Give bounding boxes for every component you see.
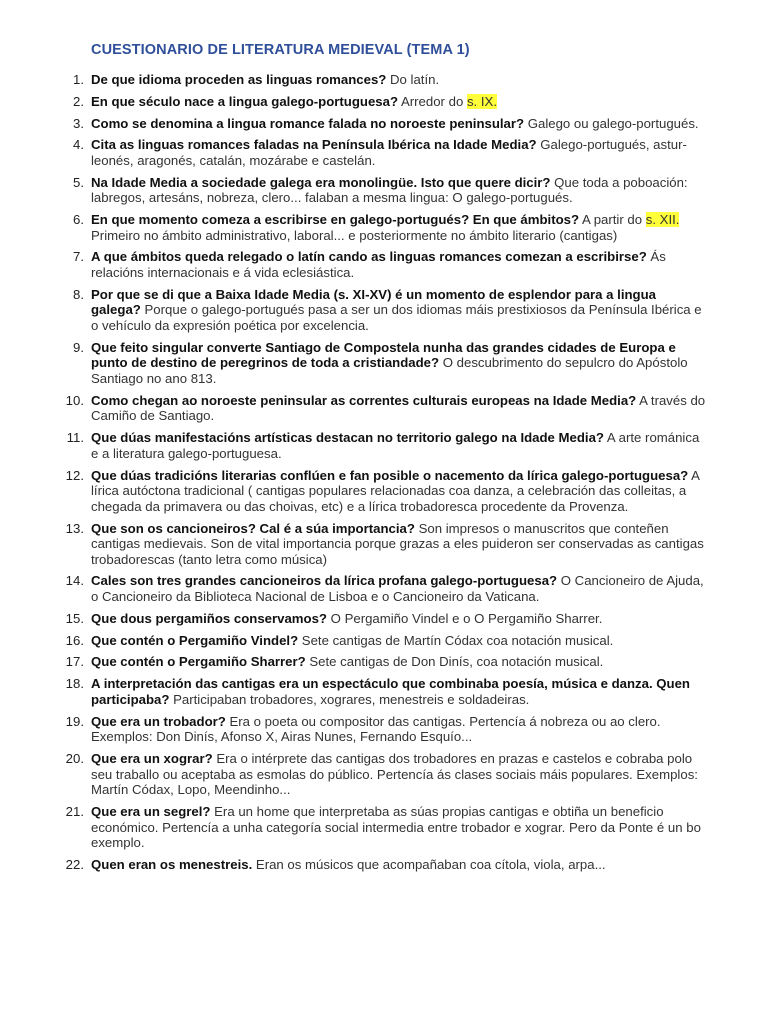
question-text: Por que se di que a Baixa Idade Media (s. XI-XV) é un momento de esplendor para a lingua galega? (91, 286, 656, 318)
question-text: Que contén o Pergamiño Vindel? (91, 632, 299, 648)
item-number: 9. (73, 339, 84, 355)
question-text: De que idioma proceden as linguas romances? (91, 72, 387, 87)
question-text: Que son os cancioneiros? Cal é a súa importancia? (91, 520, 415, 536)
item-number: 11. (66, 430, 84, 446)
answer-text: Galego-portugués, astur-leonés, aragonés, catalán, mozárabe e castelán. (91, 137, 687, 168)
list-item (0, 340, 768, 387)
question-text: Que dúas tradicións literarias conflúen e fan posible o nacemento da lírica galego-portuguesa? (91, 467, 689, 483)
list-item (0, 72, 768, 88)
item-number: 10. (65, 392, 84, 408)
item-number: 7. (73, 249, 84, 265)
item-number: 4. (73, 137, 84, 153)
list-item (0, 175, 768, 206)
answer-text: O Cancioneiro de Ajuda, o Cancioneiro da Biblioteca Nacional de Lisboa e o Cancioneiro da Vaticana. (91, 573, 704, 605)
list-item (0, 249, 768, 280)
list-item (0, 676, 768, 707)
question-text: Que era un trobador? (91, 713, 226, 729)
answer-text: A lírica autóctona tradicional ( cantigas populares relacionadas coa danza, a celebración das colleitas, a chegada da primavera ou das choivas, etc) e a lírica trobadoresca procedente da Provenza. (91, 467, 700, 514)
item-number: 13. (65, 520, 84, 536)
item-number: 21. (65, 803, 84, 819)
list-item (0, 94, 768, 110)
question-text: Que era un xograr? (91, 750, 213, 766)
list-item (0, 804, 768, 851)
item-number: 1. (73, 72, 84, 87)
question-text: Que contén o Pergamiño Sharrer? (91, 654, 306, 670)
item-number: 14. (65, 573, 84, 589)
item-number: 5. (73, 174, 84, 190)
answer-text: Era o intérprete das cantigas dos trobadores en prazas e castelos e cobraba polo seu traballo ou aceptaba as esmolas do público. Pertencía ás clases sociais máis populares. Exemplos: Martín Códax, Lopo, Meendinho... (91, 750, 698, 798)
answer-text: A partir do (579, 212, 646, 228)
answer-text: Arredor do (398, 93, 467, 109)
answer-text: Galego ou galego-portugués. (524, 115, 699, 131)
question-text: En que momento comeza a escribirse en galego-portugués? En que ámbitos? (91, 212, 580, 228)
question-text: Que dúas manifestacións artísticas destacan no territorio galego na Idade Media? (91, 430, 604, 446)
answer-text: Do latín. (386, 72, 440, 87)
list-item (0, 633, 768, 649)
item-number: 12. (65, 467, 84, 483)
list-item (0, 287, 768, 334)
item-number: 8. (73, 286, 84, 302)
answer-text: Sete cantigas de Martín Códax coa notación musical. (298, 632, 614, 648)
item-number: 16. (65, 632, 84, 648)
answer-text: Que toda a poboación: labregos, artesáns, nobreza, clero... falaban a mesma lingua: O galego-portugués. (91, 174, 688, 206)
question-text: Como se denomina a lingua romance falada no noroeste peninsular? (91, 115, 525, 131)
list-item (0, 611, 768, 627)
list-item (0, 521, 768, 568)
answer-text: Eran os músicos que acompañaban coa cítola, viola, arpa... (252, 856, 606, 872)
highlighted-answer-text: s. XII. (645, 212, 680, 228)
list-item (0, 212, 768, 243)
item-number: 17. (65, 654, 84, 670)
question-text: A que ámbitos queda relegado o latín cando as linguas romances comezan a escribirse? (91, 249, 647, 265)
answer-text: Participaban trobadores, xograres, menestreis e soldadeiras. (169, 691, 530, 707)
question-text: Como chegan ao noroeste peninsular as correntes culturais europeas na Idade Media? (91, 392, 637, 408)
list-item (0, 857, 768, 873)
answer-text: Era un home que interpretaba as súas propias cantigas e obtiña un beneficio económico. Pertencía a unha categoría social intermedia entre trobador e xograr. Pero da Ponte é un bo exemplo. (91, 803, 701, 851)
list-item (0, 468, 768, 515)
question-text: Na Idade Media a sociedade galega era monolingüe. Isto que quere dicir? (91, 174, 551, 190)
list-item (0, 393, 768, 424)
answer-text: A arte románica e a literatura galego-portuguesa. (91, 430, 700, 461)
answer-text: Ás relacións internacionais e á vida eclesiástica. (91, 249, 666, 281)
item-number: 20. (65, 750, 84, 766)
list-item (0, 573, 768, 604)
question-text: A interpretación das cantigas era un espectáculo que combinaba poesía, música e danza. Quen participaba? (91, 676, 690, 707)
item-number: 6. (73, 212, 84, 228)
question-text: Cita as linguas romances faladas na Península Ibérica na Idade Media? (91, 137, 537, 153)
answer-text: O descubrimento do sepulcro do Apóstolo Santiago no ano 813. (91, 355, 688, 386)
item-number: 3. (73, 115, 84, 131)
question-text: Cales son tres grandes cancioneiros da lírica profana galego-portuguesa? (91, 573, 558, 589)
list-item (0, 137, 768, 168)
question-list (0, 72, 768, 879)
list-item (0, 714, 768, 745)
list-item (0, 430, 768, 461)
item-number: 15. (65, 610, 84, 626)
answer-text: A través do Camiño de Santiago. (91, 392, 706, 424)
question-text: En que século nace a lingua galego-portuguesa? (91, 93, 399, 109)
list-item (0, 116, 768, 132)
list-item (0, 751, 768, 798)
item-number: 22. (65, 856, 84, 872)
answer-text: Porque o galego-portugués pasa a ser un dos idiomas máis prestixiosos da Península Ibérica e o vehículo da expresión poética por excelencia. (91, 302, 702, 334)
question-text: Que era un segrel? (91, 803, 211, 819)
list-item (0, 654, 768, 670)
item-number: 2. (73, 93, 84, 109)
question-text: Quen eran os menestreis. (91, 856, 253, 872)
question-text: Que feito singular converte Santiago de Compostela nunha das grandes cidades de Europa e punto de destino de peregrinos de toda a cristiandade? (91, 339, 676, 371)
highlighted-answer-text: s. IX. (466, 93, 497, 109)
item-number: 19. (65, 713, 84, 729)
page-title: CUESTIONARIO DE LITERATURA MEDIEVAL (TEMA 1) (91, 42, 470, 58)
answer-text: O Pergamiño Vindel e o O Pergamiño Sharrer. (326, 610, 603, 626)
answer-text: Era o poeta ou compositor das cantigas. Pertencía á nobreza ou ao clero. Exemplos: Don Dinís, Afonso X, Airas Nunes, Fernando Esquío... (91, 713, 661, 745)
answer-text-continued: Primeiro no ámbito administrativo, laboral... e posteriormente no ámbito literario (cantigas) (91, 227, 618, 243)
question-text: Que dous pergamiños conservamos? (91, 610, 327, 626)
answer-text: Son impresos o manuscritos que conteñen cantigas medievais. Son de vital importancia porque grazas a eles puideron ser conservadas as cantigas trobadorescas (tanto letra como música) (91, 520, 704, 567)
item-number: 18. (65, 676, 84, 692)
answer-text: Sete cantigas de Don Dinís, coa notación musical. (305, 654, 604, 670)
